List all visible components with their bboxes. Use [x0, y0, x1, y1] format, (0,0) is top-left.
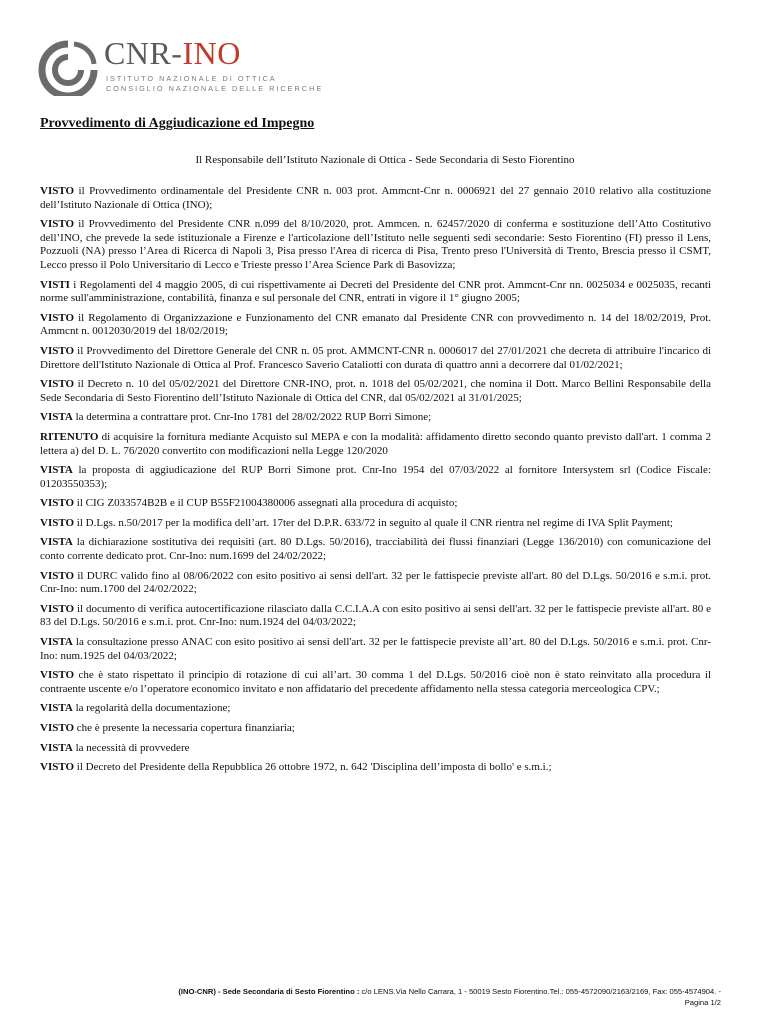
clause-paragraph — [40, 431, 711, 458]
clause-text: la dichiarazione sostitutiva dei requisiti (art. 80 D.Lgs. 50/2016), tracciabilità dei flussi finanziari (Legge 136/2010) con comunicazione del conto corrente dedicato prot. Cnr-Ino: num.1699 del 24/02/2022; — [40, 536, 711, 563]
footer-office: (INO-CNR) - Sede Secondaria di Sesto Fiorentino : — [178, 987, 360, 996]
logo-wordmark-accent: INO — [182, 35, 241, 71]
clause-paragraph — [40, 185, 711, 212]
clause-text: il Provvedimento ordinamentale del Presidente CNR n. 003 prot. Ammcnt-Cnr n. 0006921 del 27 gennaio 2010 relativo alla costituzione dell’Istituto Nazionale di Ottica (INO); — [40, 185, 711, 211]
clause-keyword: VISTO — [40, 344, 75, 357]
logo-wordmark — [104, 36, 241, 70]
clause-paragraph — [40, 218, 711, 272]
clause-paragraph — [40, 669, 711, 696]
clause-keyword: VISTO — [40, 761, 75, 774]
clause-keyword: VISTO — [40, 218, 75, 231]
cnr-logo-icon — [38, 40, 98, 96]
clause-text: di acquisire la fornitura mediante Acquisto sul MEPA e con la modalità: affidamento diretto secondo quanto previsto dall'art. 1 comma 2 lettera a) del D. L. 76/2020 convertito con modificazioni nella Legge 120/2020 — [40, 430, 711, 457]
clause-keyword: VISTA — [40, 536, 73, 549]
footer-address — [40, 986, 721, 997]
clause-paragraph — [40, 517, 711, 531]
clause-keyword: VISTO — [40, 311, 75, 324]
clause-text: il DURC valido fino al 08/06/2022 con esito positivo ai sensi dell'art. 32 per le fattispecie previste all'art. 80 del D.Lgs. 50/2016 e s.m.i. prot. Cnr-Ino: num.1700 del 24/02/2022; — [40, 569, 711, 596]
clause-keyword: VISTO — [40, 516, 75, 529]
clause-keyword: VISTA — [40, 411, 73, 424]
clause-text: che è stato rispettato il principio di rotazione di cui all’art. 30 comma 1 del D.Lgs. 50/2016 cioè non è stato reinvitato alla procedura il contraente uscente e/o l’operatore economico invitato e non affidatario del precedente affidamento nella stessa categoria merceologica CPV.; — [40, 669, 711, 695]
clause-text: la consultazione presso ANAC con esito positivo ai sensi dell'art. 32 per le fattispecie previste all’art. 80 del D.Lgs. 50/2016 e s.m.i. prot. Cnr-Ino: num.1925 del 04/03/2022; — [40, 636, 711, 662]
clause-paragraph — [40, 722, 711, 736]
clause-paragraph — [40, 536, 711, 563]
logo-wordmark-main: CNR- — [104, 35, 183, 71]
clause-keyword: VISTO — [40, 569, 75, 582]
clause-text: il Provvedimento del Presidente CNR n.099 del 8/10/2020, prot. Ammcen. n. 62457/2020 di conferma e sostituzione dell’Atto Costitutivo dell’INO, che prevede la sede istituzionale a Firenze e l'articolazione dell’Istituto nelle seguenti sedi secondarie: Sesto Fiorentino (FI) presso il Lens, Pozzuoli (NA) presso l’Area di Ricerca di Napoli 3, Pisa presso l'Area di ricerca di Pisa, Trento preso l'Università di Trento, Brescia presso il CSMT, Lecco presso il Polo Universitario di Lecco e Trieste presso l’Area Science Park di Basovizza; — [40, 218, 711, 271]
clause-paragraph — [40, 702, 711, 716]
clause-paragraph — [40, 378, 711, 405]
clause-keyword: VISTI — [40, 278, 70, 291]
clause-keyword: VISTO — [40, 602, 75, 615]
clause-text: il documento di verifica autocertificazione rilasciato dalla C.C.I.A.A con esito positivo ai sensi dell'art. 32 per le fattispecie previste all'art. 80 e 83 del D.Lgs. 50/2016 e s.m.i. prot. Cnr-Ino: num.1924 del 04/03/2022; — [40, 602, 711, 629]
clause-paragraph — [40, 279, 711, 306]
clause-paragraph — [40, 312, 711, 339]
clause-text: il Decreto n. 10 del 05/02/2021 del Direttore CNR-INO, prot. n. 1018 del 05/02/2021, che nomina il Dott. Marco Bellini Responsabile della Sede Secondaria di Sesto Fiorentino dell’Istituto Nazionale di Ottica del CNR, dal 05/02/2021 al 31/01/2025; — [40, 378, 711, 404]
clause-text: che è presente la necessaria copertura finanziaria; — [74, 722, 295, 734]
clause-paragraph — [40, 761, 711, 775]
cnr-ino-logo — [38, 35, 324, 100]
clause-text: il Decreto del Presidente della Repubblica 26 ottobre 1972, n. 642 'Disciplina dell’imposta di bollo' e s.m.i.; — [74, 761, 552, 774]
clause-text: il Provvedimento del Direttore Generale del CNR n. 05 prot. AMMCNT-CNR n. 0006017 del 27/01/2021 che decreta di attribuire l'incarico di Direttore dell'Istituto Nazionale di Ottica al Prof. Francesco Saverio Cataliotti con durata di quattro anni a decorrere dal 01/02/2021; — [40, 344, 711, 371]
logo-subtitle-institute: ISTITUTO NAZIONALE DI OTTICA — [106, 74, 277, 83]
clause-text: la determina a contrattare prot. Cnr-Ino 1781 del 28/02/2022 RUP Borri Simone; — [72, 411, 432, 424]
clause-keyword: VISTA — [40, 464, 73, 477]
clause-keyword: VISTA — [40, 636, 73, 649]
logo-subtitle-council: CONSIGLIO NAZIONALE DELLE RICERCHE — [106, 84, 324, 93]
clause-keyword: VISTO — [40, 378, 75, 391]
clause-paragraph — [40, 411, 711, 425]
clause-keyword: VISTA — [40, 741, 73, 754]
clause-paragraph — [40, 497, 711, 511]
clause-text: la proposta di aggiudicazione del RUP Borri Simone prot. Cnr-Ino 1954 del 07/03/2022 al fornitore Intersystem srl (Codice Fiscale: 01203550353); — [40, 464, 711, 490]
clause-paragraph — [40, 603, 711, 630]
clause-paragraph — [40, 345, 711, 372]
clause-text: la necessità di provvedere — [72, 741, 190, 754]
document-subtitle: Il Responsabile dell’Istituto Nazionale di Ottica - Sede Secondaria di Sesto Fiorentino — [195, 154, 575, 166]
page-footer — [40, 986, 721, 1008]
clause-paragraph — [40, 570, 711, 597]
clause-text: il D.Lgs. n.50/2017 per la modifica dell’art. 17ter del D.P.R. 633/72 in seguito al quale il CNR rientra nel regime di IVA Split Payment; — [74, 516, 673, 529]
clause-paragraph — [40, 742, 711, 756]
document-body — [40, 185, 711, 781]
document-title: Provvedimento di Aggiudicazione ed Impegno — [40, 116, 315, 131]
clause-keyword: VISTO — [40, 185, 75, 197]
clause-paragraph — [40, 464, 711, 491]
clause-keyword: VISTO — [40, 497, 75, 510]
clause-text: i Regolamenti del 4 maggio 2005, di cui rispettivamente ai Decreti del Presidente del CNR prot. Ammcnt-Cnr nn. 0025034 e 0025035, recanti norme sull'amministrazione, contabilità, finanza e sul personale del CNR, entrati in vigore il 1° giugno 2005; — [40, 278, 711, 305]
clause-keyword: VISTO — [40, 722, 75, 734]
page-number: Pagina 1/2 — [684, 998, 721, 1007]
clause-keyword: VISTA — [40, 702, 73, 715]
clause-paragraph — [40, 636, 711, 663]
clause-keyword: RITENUTO — [40, 430, 99, 443]
clause-text: il CIG Z033574B2B e il CUP B55F21004380006 assegnati alla procedura di acquisto; — [74, 497, 458, 510]
clause-keyword: VISTO — [40, 669, 75, 682]
clause-text: la regolarità della documentazione; — [72, 702, 231, 715]
footer-contacts: c/o LENS.Via Nello Carrara, 1 - 50019 Sesto Fiorentino.Tel.: 055-4572090/2163/2169, Fax: 055-4574904. - — [359, 987, 721, 996]
clause-text: il Regolamento di Organizzazione e Funzionamento del CNR emanato dal Presidente CNR con provvedimento n. 14 del 18/02/2019, Prot. Ammcnt n. 0012030/2019 del 18/02/2019; — [40, 311, 711, 338]
